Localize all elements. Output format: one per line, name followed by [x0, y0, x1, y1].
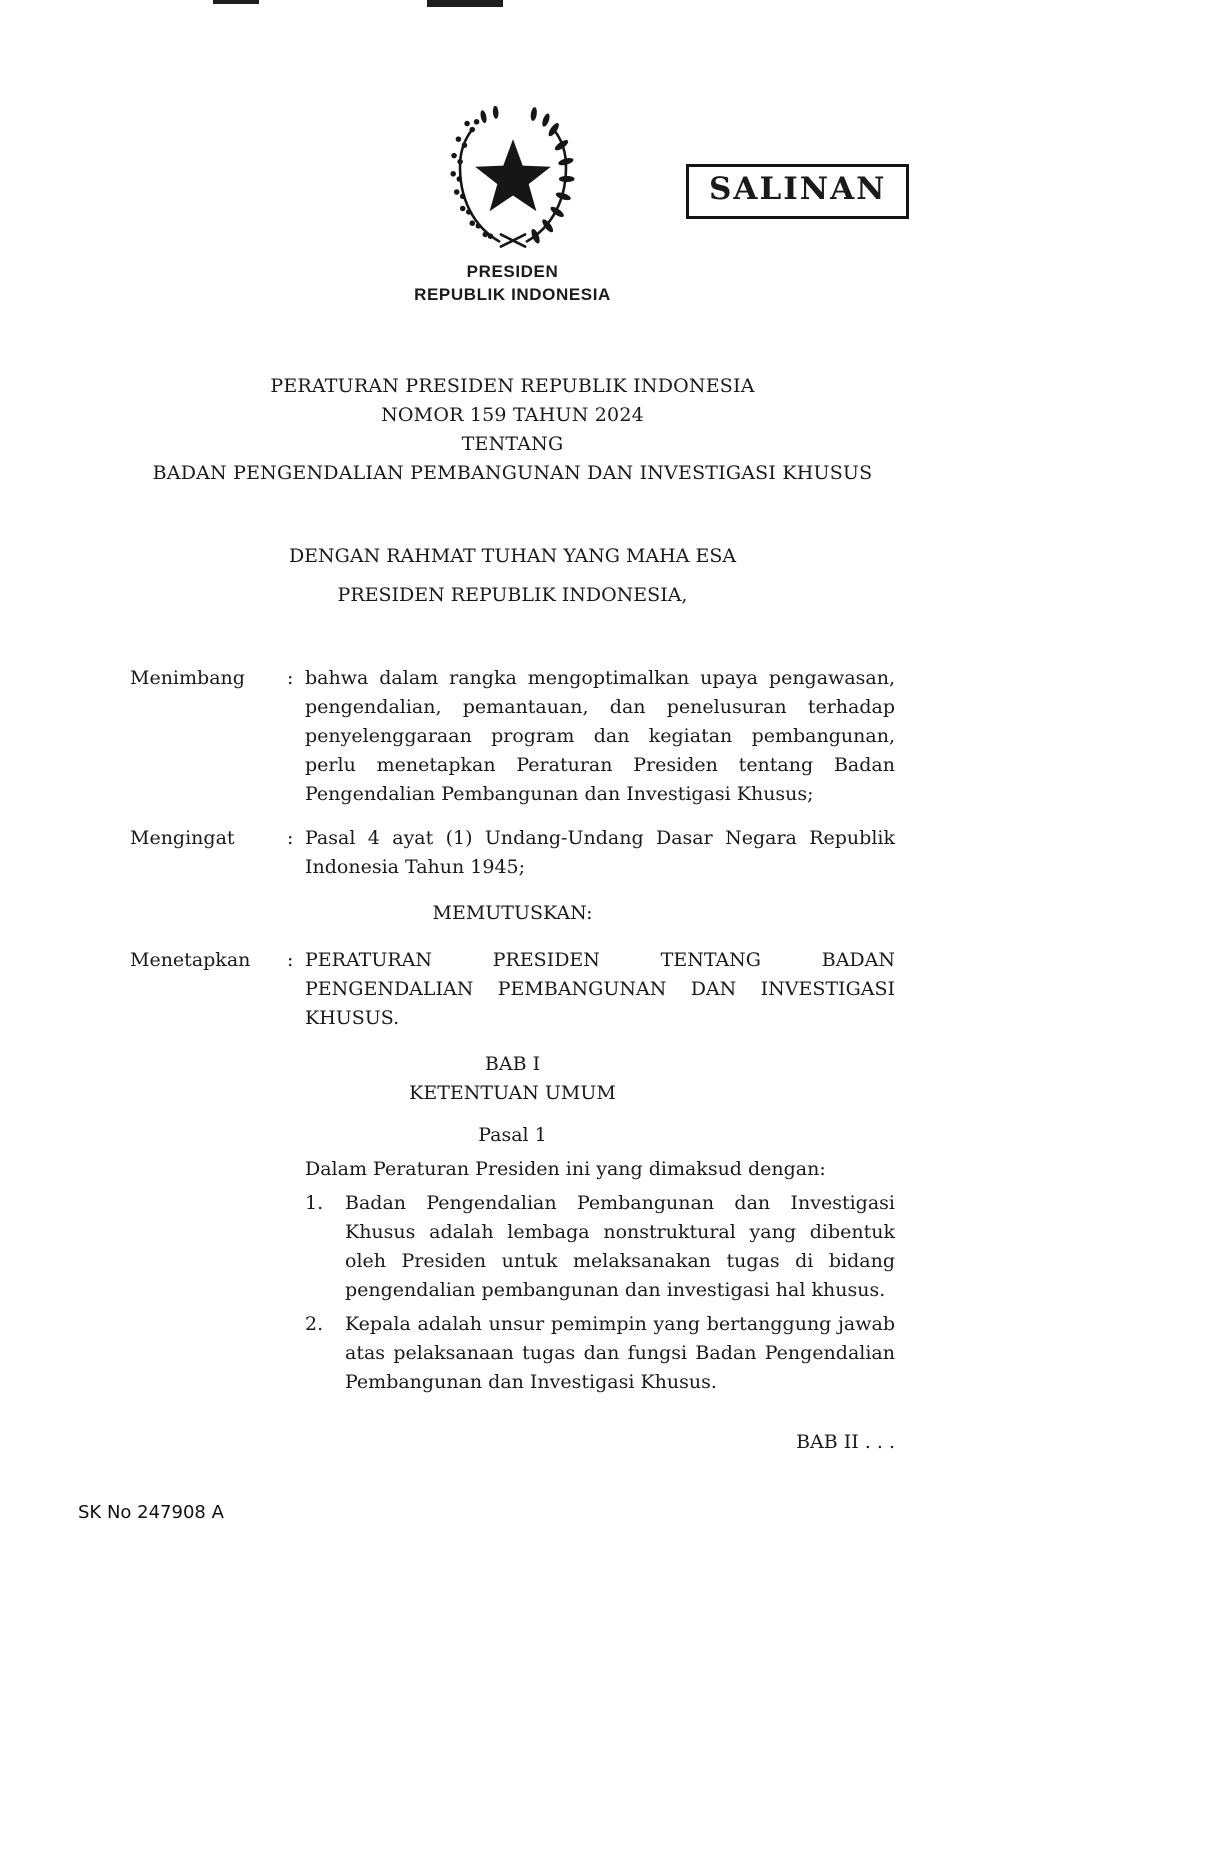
consideration-menimbang: [130, 664, 895, 809]
chapter-heading: [130, 1050, 895, 1108]
preamble-line-1: DENGAN RAHMAT TUHAN YANG MAHA ESA: [288, 545, 737, 567]
preamble: [130, 542, 895, 610]
mengingat-text: Pasal 4 ayat (1) Undang-Undang Dasar Negara Republik Indonesia Tahun 1945;: [305, 827, 895, 878]
regulation-title: [130, 372, 895, 488]
definition-list: [130, 1189, 895, 1397]
letterhead-line-2: REPUBLIK INDONESIA: [414, 285, 611, 304]
document-content: [130, 0, 895, 1457]
bab-title: KETENTUAN UMUM: [409, 1082, 616, 1104]
menetapkan-label: Menetapkan: [130, 949, 251, 971]
item-number: 1.: [305, 1192, 324, 1214]
title-line-4: BADAN PENGENDALIAN PEMBANGUNAN DAN INVESTIGASI KHUSUS: [152, 462, 873, 484]
menetapkan-separator: :: [287, 949, 294, 971]
star-icon: [475, 139, 551, 211]
rice-grains-icon: [450, 119, 493, 239]
item-number: 2.: [305, 1313, 324, 1335]
mengingat-separator: :: [287, 827, 294, 849]
memutuskan-heading: MEMUTUSKAN:: [432, 902, 593, 924]
menimbang-text: bahwa dalam rangka mengoptimalkan upaya pengawasan, pengendalian, pemantauan, dan penelusuran terhadap penyelenggaraan program dan kegiatan pembangunan, perlu menetapkan Peraturan Presiden tentang Badan Pengendalian Pembangunan dan Investigasi Khusus;: [305, 667, 895, 805]
salinan-stamp: [686, 164, 909, 219]
document-code: SK No 247908 A: [78, 1502, 224, 1523]
pasal-intro: Dalam Peraturan Presiden ini yang dimaksud dengan:: [305, 1158, 826, 1180]
menimbang-label: Menimbang: [130, 667, 245, 689]
presidential-emblem-icon: [435, 106, 591, 252]
letterhead: [130, 260, 895, 306]
title-line-1: PERATURAN PRESIDEN REPUBLIK INDONESIA: [270, 375, 755, 397]
mengingat-label: Mengingat: [130, 827, 235, 849]
bab-number: BAB I: [484, 1053, 541, 1075]
menimbang-separator: :: [287, 667, 294, 689]
list-item: [305, 1189, 895, 1305]
salinan-label: SALINAN: [709, 171, 887, 207]
continuation-marker: BAB II . . .: [796, 1431, 895, 1453]
pasal-heading: Pasal 1: [478, 1124, 547, 1146]
item-text: Kepala adalah unsur pemimpin yang bertanggung jawab atas pelaksanaan tugas dan fungsi Badan Pengendalian Pembangunan dan Investigasi Khusus.: [345, 1313, 895, 1393]
item-text: Badan Pengendalian Pembangunan dan Investigasi Khusus adalah lembaga nonstruktural yang dibentuk oleh Presiden untuk melaksanakan tugas di bidang pengendalian pembangunan dan investigasi hal khusus.: [345, 1192, 895, 1301]
list-item: [305, 1310, 895, 1397]
title-line-3: TENTANG: [461, 433, 564, 455]
decision-menetapkan: [130, 946, 895, 1033]
letterhead-line-1: PRESIDEN: [466, 262, 559, 281]
menetapkan-text: PERATURAN PRESIDEN TENTANG BADAN PENGENDALIAN PEMBANGUNAN DAN INVESTIGASI KHUSUS.: [305, 949, 895, 1029]
preamble-line-2: PRESIDEN REPUBLIK INDONESIA,: [337, 584, 688, 606]
title-line-2: NOMOR 159 TAHUN 2024: [381, 404, 644, 426]
consideration-mengingat: [130, 824, 895, 882]
